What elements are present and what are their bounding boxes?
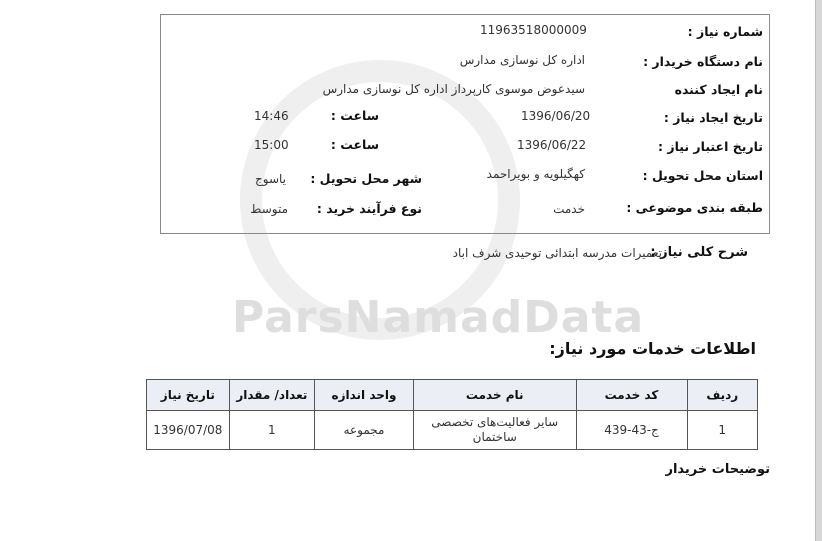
table-row [147, 411, 758, 450]
services-section-title: اطلاعات خدمات مورد نیاز: [549, 339, 756, 358]
process-value: متوسط [250, 202, 288, 216]
creator-label: نام ایجاد کننده [674, 82, 763, 97]
province-value: کهگیلویه و بویراحمد [486, 167, 585, 181]
cell-unit: مجموعه [315, 411, 414, 450]
summary-label: شرح کلی نیاز : [650, 245, 748, 260]
validity-date-label: تاریخ اعتبار نیاز : [658, 139, 763, 154]
category-value: خدمت [553, 202, 585, 216]
cell-code: ج-43-439 [576, 411, 687, 450]
category-label: طبقه بندی موضوعی : [626, 200, 763, 215]
buyer-name: اداره کل نوسازی مدارس [459, 53, 585, 67]
summary-text: تعمیرات مدرسه ابتدائی توحیدی شرف اباد [452, 246, 662, 260]
col-code-header: کد خدمت [576, 380, 687, 411]
validity-time: 15:00 [254, 138, 289, 152]
validity-date: 1396/06/22 [517, 138, 587, 152]
created-date: 1396/06/20 [521, 109, 591, 123]
col-name-header: نام خدمت [413, 380, 576, 411]
cell-qty: 1 [229, 411, 314, 450]
buyer-notes-label: توضیحات خریدار [665, 462, 770, 477]
process-label: نوع فرآیند خرید : [316, 201, 422, 216]
validity-time-label: ساعت : [330, 137, 379, 152]
col-row-header: ردیف [687, 380, 758, 411]
cell-service-name: سایر فعالیت‌های تخصصی ساختمان [413, 411, 576, 450]
watermark-brand: ParsNamadData [232, 292, 645, 343]
services-table [146, 379, 758, 450]
creator-name: سیدعوض موسوی کارپرداز اداره کل نوسازی مدارس [322, 82, 585, 96]
need-number-label: شماره نیاز : [687, 24, 763, 39]
created-time: 14:46 [254, 109, 289, 123]
col-unit-header: واحد اندازه [315, 380, 414, 411]
cell-row: 1 [687, 411, 758, 450]
cell-date: 1396/07/08 [147, 411, 230, 450]
tender-info-box [160, 14, 770, 234]
city-label: شهر محل تحویل : [310, 171, 422, 186]
col-qty-header: تعداد/ مقدار [229, 380, 314, 411]
need-number: 11963518000009 [480, 23, 587, 37]
province-label: استان محل تحویل : [642, 168, 763, 183]
buyer-label: نام دستگاه خریدار : [643, 54, 763, 69]
city-value: یاسوج [255, 172, 286, 186]
table-header-row [147, 380, 758, 411]
created-date-label: تاریخ ایجاد نیاز : [663, 110, 763, 125]
scrollbar-edge[interactable] [815, 0, 822, 541]
col-date-header: تاریخ نیاز [147, 380, 230, 411]
created-time-label: ساعت : [330, 108, 379, 123]
